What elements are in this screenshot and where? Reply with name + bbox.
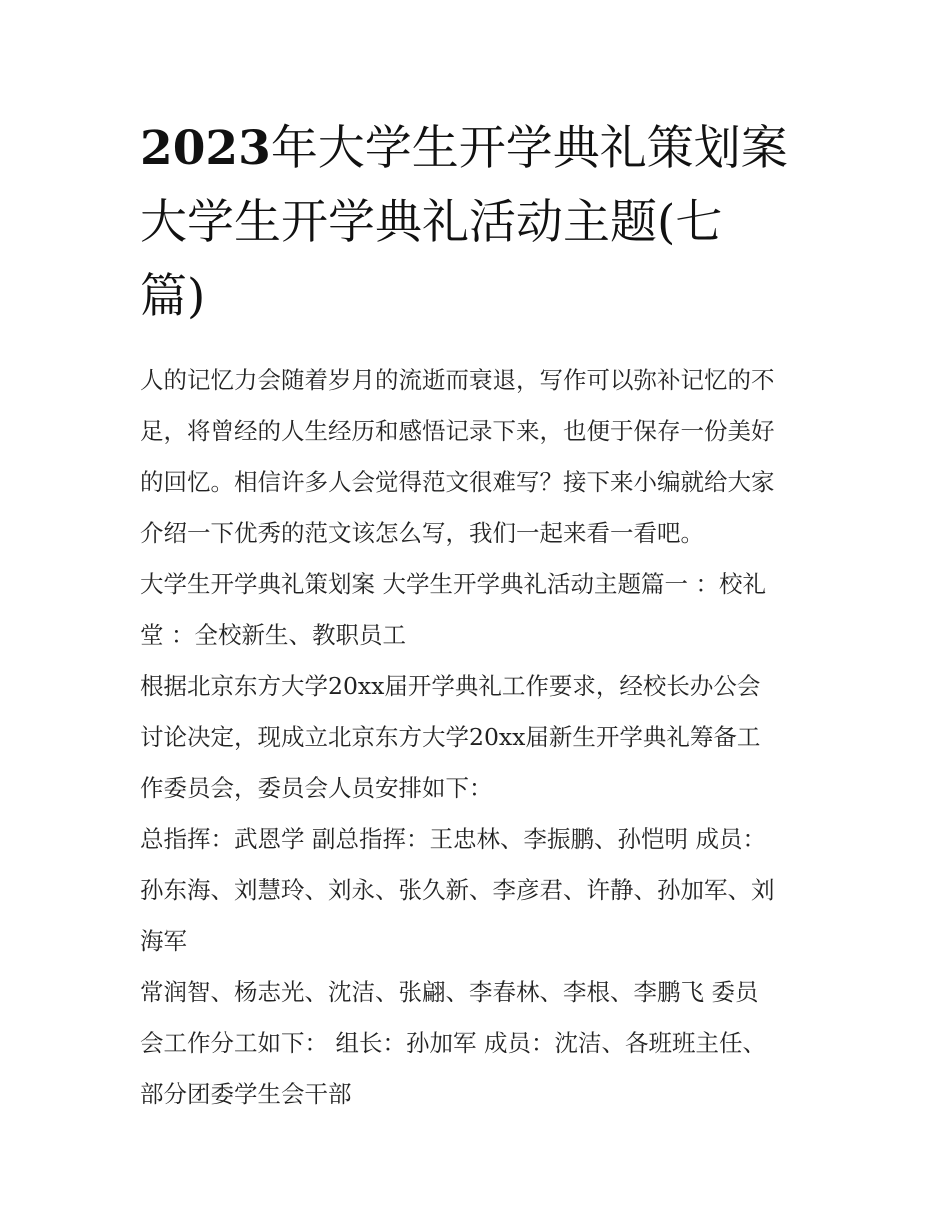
body-line: 根据北京东方大学20xx届开学典礼工作要求，经校长办公会 bbox=[140, 672, 761, 700]
body-line: 讨论决定，现成立北京东方大学20xx届新生开学典礼筹备工 bbox=[140, 723, 761, 751]
title-line-3: 篇) bbox=[140, 269, 206, 324]
body-line: 部分团委学生会干部 bbox=[140, 1080, 352, 1108]
title-line-1 bbox=[140, 112, 820, 186]
document-title bbox=[140, 112, 820, 334]
body-line: 介绍一下优秀的范文该怎么写，我们一起来看一看吧。 bbox=[140, 519, 704, 547]
body-line: 孙东海、刘慧玲、刘永、张久新、李彦君、许静、孙加军、刘 bbox=[140, 876, 775, 904]
body-line: 大学生开学典礼策划案 大学生开学典礼活动主题篇一 ：校礼 bbox=[140, 570, 766, 598]
body-line: 的回忆。相信许多人会觉得范文很难写？接下来小编就给大家 bbox=[140, 468, 775, 496]
body-line: 常润智、杨志光、沈洁、张翩、李春林、李根、李鹏飞 委员 bbox=[140, 978, 759, 1006]
body-line: 足，将曾经的人生经历和感悟记录下来，也便于保存一份美好 bbox=[140, 417, 775, 445]
title-year: 2023 bbox=[140, 121, 271, 176]
body-line: 作委员会，委员会人员安排如下： bbox=[140, 774, 493, 802]
body-line: 总指挥：武恩学 副总指挥：王忠林、李振鹏、孙恺明 成员： bbox=[140, 825, 766, 853]
document-body bbox=[140, 355, 820, 1120]
body-line: 人的记忆力会随着岁月的流逝而衰退，写作可以弥补记忆的不 bbox=[140, 366, 775, 394]
body-line: 堂 ：全校新生、教职员工 bbox=[140, 621, 406, 649]
title-line-2: 大学生开学典礼活动主题(七 bbox=[140, 195, 723, 250]
title-line-1-text: 年大学生开学典礼策划案 bbox=[270, 121, 788, 176]
body-line: 会工作分工如下： 组长：孙加军 成员：沈洁、各班班主任、 bbox=[140, 1029, 766, 1057]
body-line: 海军 bbox=[140, 927, 187, 955]
